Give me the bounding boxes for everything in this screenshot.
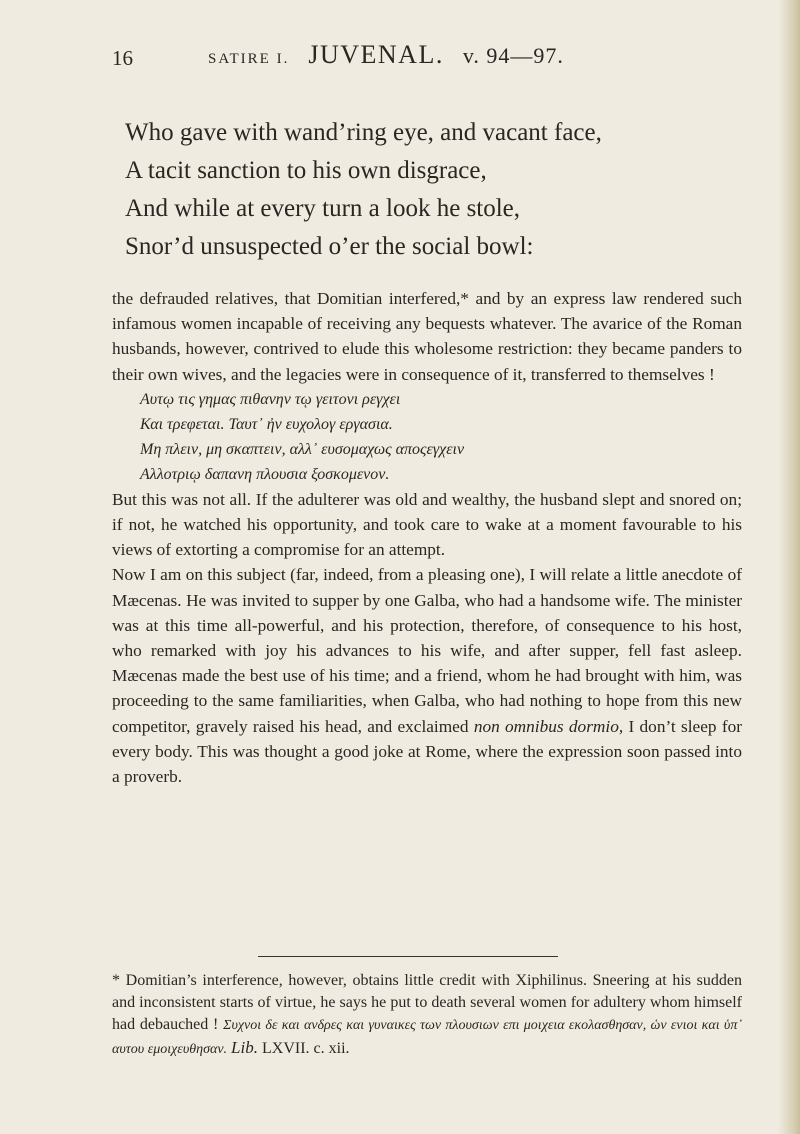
greek-line: Αλλοτριῳ δαπανη πλουσια ξοσκομενον. bbox=[140, 465, 390, 483]
running-head bbox=[208, 40, 564, 70]
greek-line: Μη πλειν, μη σκαπτειν, αλλ᾽ ευσομαχως αποςεγχειν bbox=[140, 440, 465, 458]
page-edge-shadow bbox=[778, 0, 800, 1134]
author-label: JUVENAL. bbox=[308, 40, 444, 69]
verse-block bbox=[125, 114, 745, 266]
paragraph bbox=[112, 562, 742, 789]
footnote-ref: LXVII. c. xii. bbox=[257, 1040, 350, 1057]
verse-line: And while at every turn a look he stole, bbox=[125, 195, 521, 222]
greek-line: Και τρεφεται. Ταυτ᾽ ἠν ευχολογ εργασια. bbox=[140, 415, 393, 433]
verse-reference: v. 94—97. bbox=[462, 43, 564, 68]
verse-line: Snor’d unsuspected o’er the social bowl: bbox=[125, 233, 534, 260]
footnote-text: * Domitian’s interference, however, obtains little credit with Xiphilinus. Sneering at his sudden and inconsistent starts of virtue, he says he put to death several women for adultery whom himself had debauched ! bbox=[112, 972, 742, 1033]
running-header bbox=[0, 40, 800, 80]
paragraph: the defrauded relatives, that Domitian interfered,* and by an express law rendered such infamous women incapable of receiving any bequests whatever. The avarice of the Roman husbands, however, contrived to elude this wholesome restriction: they became panders to their own wives, and the legacies were in consequence of it, transferred to themselves ! bbox=[112, 289, 742, 384]
latin-phrase: non omnibus dormio, bbox=[473, 716, 624, 736]
footnote-greek: Συχνοι δε και ανδρες και γυναικες των πλουσιων επι μοιχεια εκολασθησαν, ὡν ενιοι και ὑπ᾽ αυτου εμοιχευθησαν. bbox=[112, 1018, 742, 1057]
footnote-lib: Lib. bbox=[231, 1038, 258, 1057]
page-number: 16 bbox=[112, 46, 133, 70]
paragraph-text: Now I am on this subject (far, indeed, from a pleasing one), I will relate a little anecdote of Mæcenas. He was invited to supper by one Galba, who had a handsome wife. The minister was at this time all-powerful, and his protection, therefore, of consequence to his host, who remarked with joy his advances to his wife, and after supper, fell fast asleep. Mæcenas made the best use of his time; and a friend, whom he had brought with him, was proceeding to the same familiarities, when Galba, who had nothing to hope from this new competitor, gravely raised his head, and exclaimed bbox=[112, 565, 742, 736]
verse-line: A tacit sanction to his own disgrace, bbox=[125, 157, 487, 184]
satire-label: SATIRE I. bbox=[208, 51, 290, 67]
footnote-divider bbox=[258, 956, 558, 957]
commentary-text bbox=[112, 286, 742, 789]
verse-line: Who gave with wand’ring eye, and vacant face, bbox=[125, 119, 602, 146]
paragraph-text: I don’t sleep for every body. This was thought a good joke at Rome, where the expression soon passed into a proverb. bbox=[112, 716, 742, 787]
greek-line: Αυτῳ τις γημας πιθανην τῳ γειτονι ρεγχει bbox=[140, 390, 401, 408]
paragraph: But this was not all. If the adulterer was old and wealthy, the husband slept and snored on; if not, he watched his opportunity, and took care to wake at a moment favourable to his views of extorting a compromise for an attempt. bbox=[112, 489, 742, 560]
footnote bbox=[112, 970, 742, 1061]
greek-epigram bbox=[112, 387, 742, 487]
